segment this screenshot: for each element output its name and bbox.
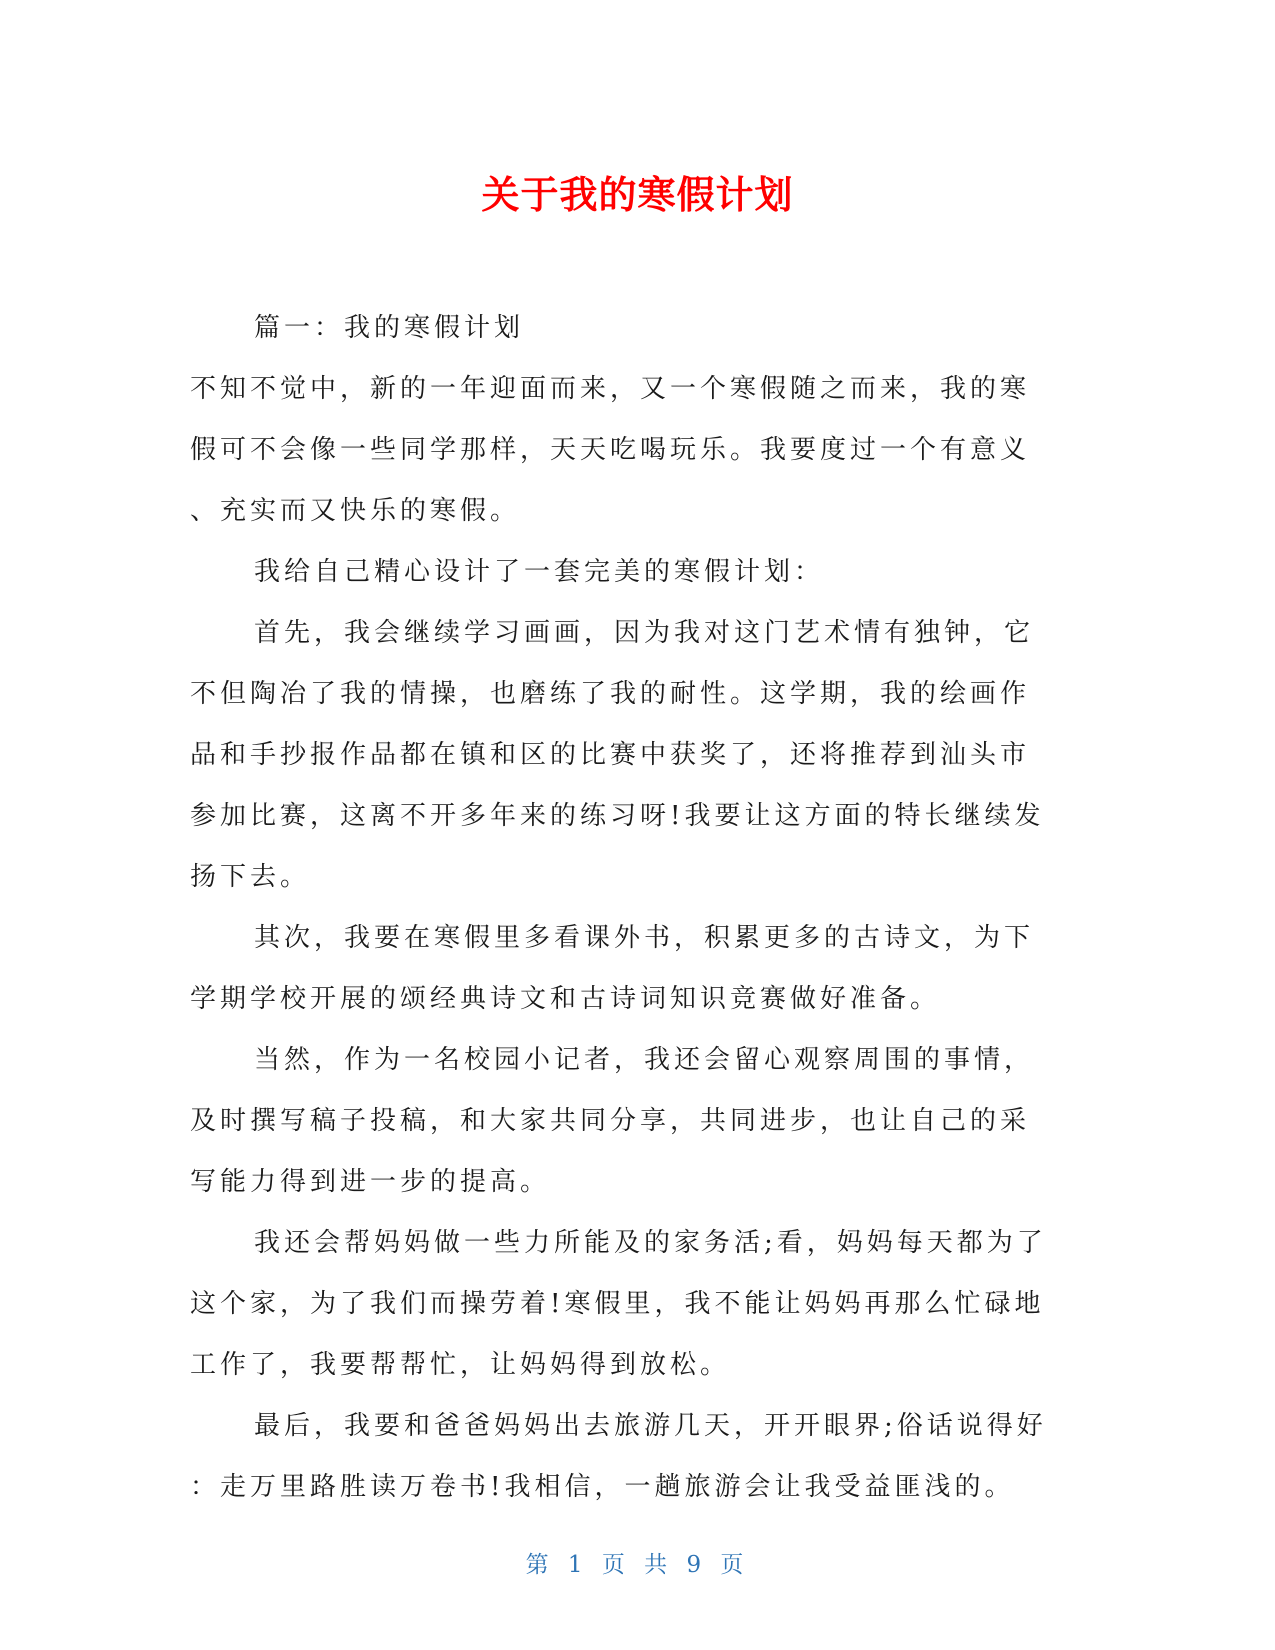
paragraph-line: 及时撰写稿子投稿，和大家共同分享，共同进步，也让自己的采 xyxy=(190,1106,1031,1136)
paragraph-line: 写能力得到进一步的提高。 xyxy=(190,1167,551,1197)
paragraph-line: 这个家，为了我们而操劳着!寒假里，我不能让妈妈再那么忙碌地 xyxy=(190,1289,1045,1319)
paragraph-line: 当然，作为一名校园小记者，我还会留心观察周围的事情， xyxy=(254,1045,1035,1075)
paragraph-line: 参加比赛，这离不开多年来的练习呀!我要让这方面的特长继续发 xyxy=(190,801,1045,831)
paragraph-line: 假可不会像一些同学那样，天天吃喝玩乐。我要度过一个有意义 xyxy=(190,435,1031,465)
page-footer xyxy=(0,1546,1275,1579)
paragraph-line: 我给自己精心设计了一套完美的寒假计划： xyxy=(254,557,825,587)
section-heading: 篇一：我的寒假计划 xyxy=(254,313,525,343)
paragraph-line: 最后，我要和爸爸妈妈出去旅游几天，开开眼界;俗话说得好 xyxy=(254,1411,1047,1441)
paragraph-line: 首先，我会继续学习画画，因为我对这门艺术情有独钟，它 xyxy=(254,618,1035,648)
paragraph-line: 、充实而又快乐的寒假。 xyxy=(190,496,521,526)
paragraph-line: 品和手抄报作品都在镇和区的比赛中获奖了，还将推荐到汕头市 xyxy=(190,740,1031,770)
paragraph-line: ：走万里路胜读万卷书!我相信，一趟旅游会让我受益匪浅的。 xyxy=(190,1472,1015,1502)
paragraph-line: 我还会帮妈妈做一些力所能及的家务活;看，妈妈每天都为了 xyxy=(254,1228,1047,1258)
paragraph-line: 学期学校开展的颂经典诗文和古诗词知识竞赛做好准备。 xyxy=(190,984,941,1014)
paragraph-line: 扬下去。 xyxy=(190,862,311,892)
paragraph-line: 工作了，我要帮帮忙，让妈妈得到放松。 xyxy=(190,1350,731,1380)
paragraph-line: 不但陶冶了我的情操，也磨练了我的耐性。这学期，我的绘画作 xyxy=(190,679,1031,709)
document-body xyxy=(190,298,1080,1518)
document-title: 关于我的寒假计划 xyxy=(481,173,794,217)
paragraph-line: 不知不觉中，新的一年迎面而来，又一个寒假随之而来，我的寒 xyxy=(190,374,1031,404)
page-number: 第 1 页 共 9 页 xyxy=(525,1552,750,1578)
paragraph-line: 其次，我要在寒假里多看课外书，积累更多的古诗文，为下 xyxy=(254,923,1035,953)
